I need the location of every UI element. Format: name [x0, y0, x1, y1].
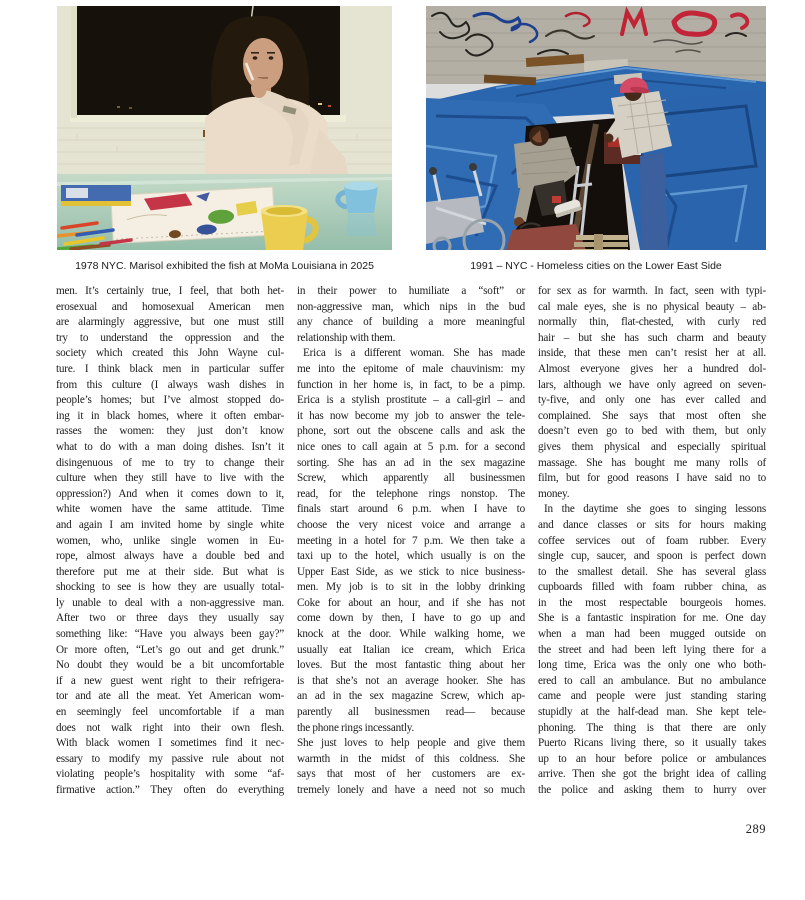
text-line: came and people were just standing staring: [538, 690, 766, 703]
text-line: in the most respectable bourgeois homes.: [538, 596, 766, 609]
text-line: culture when they still have to live with the: [56, 472, 284, 485]
text-line: it has now become my job to answer the tele-: [297, 409, 525, 422]
text-line: complained. She says that most often she: [538, 409, 766, 422]
text-line: and again I am invited home by single white: [56, 518, 284, 531]
text-line: men. It’s certainly true, I feel, that both het-: [56, 285, 284, 297]
text-line: white women have the same attitude. Time: [56, 503, 284, 516]
text-line: Puerto Ricans living there, so it usually takes: [538, 737, 766, 750]
text-line: arrive. Then she got the bright idea of calling: [538, 768, 766, 781]
text-line: cal male eyes, she is no physical beauty – ab-: [538, 300, 766, 313]
text-line: therefore put me at their side. But what is: [56, 565, 284, 578]
text-line: tremely lonely and have a need not so much: [297, 784, 525, 796]
text-line: tor and ate all the meat. Yet American wom-: [56, 690, 284, 703]
text-line: en seemingly feel uncomfortable if a man: [56, 706, 284, 719]
text-column-3: [538, 284, 766, 799]
text-line: oppression?) And when it comes down to it,: [56, 487, 284, 500]
text-line: relationship with them.: [297, 331, 396, 344]
text-line: She is a fantastic inspiration for me. One day: [538, 612, 766, 625]
text-line: lars, although we have only agreed on seven-: [538, 378, 766, 391]
text-line: Almost everyone gives her a hundred dol-: [538, 362, 766, 375]
text-line: parently all businessmen read— because: [297, 706, 525, 719]
caption-left-photo: 1978 NYC. Marisol exhibited the fish at MoMa Louisiana in 2025: [75, 260, 374, 272]
photo-homeless-camp-art: [426, 6, 766, 250]
text-line: me into the epitome of male chauvinism: my: [297, 362, 525, 375]
photo-homeless-camp: [426, 6, 766, 250]
text-line: rope, almost always have a double bed and: [56, 550, 284, 563]
text-line: inside, that these men can’t resist her at all.: [538, 347, 766, 360]
text-line: men. My job is to sit in the lobby drinking: [297, 581, 525, 594]
text-line: normally thin, flat-chested, with curly red: [538, 316, 766, 329]
text-line: Coke for about an hour, and if she has not: [297, 596, 525, 609]
paragraph: [297, 736, 525, 798]
text-line: With black women I sometimes find it nec-: [56, 737, 284, 750]
text-line: ered to call an ambulance. But no ambulance: [538, 674, 766, 687]
text-line: Screw, which apparently all businessmen: [297, 472, 525, 485]
text-line: non-aggressive man, which nips in the bud: [297, 300, 525, 313]
photo-woman-at-table: [57, 6, 392, 250]
text-line: rasses the women: they just don’t know: [56, 425, 284, 438]
text-line: something like: “Have you always been gay?”: [56, 628, 284, 641]
text-line: read, for the telephone rings nonstop. The: [297, 487, 525, 500]
text-line: what to do with a man doing dishes. Isn’t it: [56, 440, 284, 453]
handle-grip: [469, 163, 477, 171]
text-column-1: [56, 284, 284, 799]
text-line: long time, Erica was the only one who both-: [538, 659, 766, 672]
text-line: phoning. The thing is that there are only: [538, 721, 766, 734]
text-line: in their power to humiliate a “soft” or: [297, 285, 525, 297]
text-line: the police and asking them to hurry over: [538, 784, 766, 796]
text-line: up to an hour before police or ambulances: [538, 752, 766, 765]
paragraph: [56, 284, 284, 799]
text-line: sorting. She has an ad in the sex magazine: [297, 456, 525, 469]
text-line: from this culture (I always wash dishes in: [56, 378, 284, 391]
text-line: for sex as for warmth. In fact, seen with typi-: [538, 285, 766, 297]
text-line: single cup, saucer, and spoon is perfect down: [538, 550, 766, 563]
text-line: Upper East Side, as we stick to nice business-: [297, 565, 525, 578]
text-line: does not walk right into their own flesh.: [56, 721, 284, 734]
text-line: massage. She has bought me many rolls of: [538, 456, 766, 469]
text-line: money.: [538, 487, 570, 500]
paragraph: [538, 502, 766, 798]
text-line: knock at the door. While walking home, we: [297, 628, 525, 641]
paragraph: [297, 284, 525, 346]
text-line: says that most of her customers are ex-: [297, 768, 525, 781]
text-line: hair – but she has such charm and beauty: [538, 331, 766, 344]
text-line: ly unable to deal with a non-aggressive man.: [56, 596, 284, 609]
text-line: Or more often, “Let’s go out and get drunk.”: [56, 643, 284, 656]
text-line: when a man had been mugged outside on: [538, 628, 766, 641]
hand: [605, 134, 614, 143]
text-line: an ad in the sex magazine Screw, which ap-: [297, 690, 525, 703]
paragraph: [297, 346, 525, 736]
text-line: stupidly at the half-dead man. She kept tele-: [538, 706, 766, 719]
text-line: usually eat Italian ice cream, which Erica: [297, 643, 525, 656]
text-line: come down by then, I have to go up and: [297, 612, 525, 625]
text-line: Erica is a different woman. She has made: [303, 347, 525, 360]
text-line: phone, sort out the obscene calls and ask the: [297, 425, 525, 438]
page-number: 289: [745, 822, 766, 836]
text-line: In the daytime she goes to singing lessons: [544, 503, 766, 516]
text-column-2: [297, 284, 525, 799]
text-line: function in her home is, in fact, to be a pimp.: [297, 378, 525, 391]
text-line: firmative action.” They often do everything: [56, 784, 284, 796]
text-line: finals start around 6 p.m. when I have to: [297, 503, 525, 516]
text-line: film, but for good reasons I have said no to: [538, 472, 766, 485]
text-line: and dance classes or sits for hours making: [538, 518, 766, 531]
text-line: essary to modify my passive rule about not: [56, 752, 284, 765]
warm-cast: [57, 6, 392, 250]
text-line: loves. But the most fantastic thing about her: [297, 659, 525, 672]
caption-right-photo: 1991 – NYC - Homeless cities on the Lower East Side: [470, 260, 722, 272]
red-sock: [552, 196, 561, 203]
text-line: taxi up to the hotel, which usually is on the: [297, 550, 525, 563]
text-line: disingenuous of me to try to change their: [56, 456, 284, 469]
text-line: society which created this John Wayne cul-: [56, 347, 284, 360]
text-line: No doubt they would be a bit uncomfortable: [56, 659, 284, 672]
text-line: if a new guest went right to their refrigera-: [56, 674, 284, 687]
text-line: meeting in a hotel for 7 p.m. We then take a: [297, 534, 525, 547]
jeans: [640, 152, 668, 250]
text-line: any chance of building a more meaningful: [297, 316, 525, 329]
text-line: ing it in black homes, where it often embar-: [56, 409, 284, 422]
text-line: violating people’s hospitality with some “af-: [56, 768, 284, 781]
text-line: try to understand the oppression and the: [56, 331, 284, 344]
text-line: warmth in the midst of this coldness. She: [297, 752, 525, 765]
text-line: gives them physical and especially spiritual: [538, 440, 766, 453]
handle-grip: [429, 167, 437, 175]
text-line: doesn’t even go to bed with them, but only: [538, 425, 766, 438]
text-line: the phone rings incessantly.: [297, 721, 415, 734]
text-line: women, who, unlike single women in Eu-: [56, 534, 284, 547]
text-line: coffee services out of foam rubber. Every: [538, 534, 766, 547]
text-line: is that she’s not an average hooker. She has: [297, 674, 525, 687]
text-line: Erica is a stylish prostitute – a call-girl – and: [297, 394, 525, 407]
text-line: are alarmingly aggressive, but one must still: [56, 316, 284, 329]
photo-woman-at-table-art: [57, 6, 392, 250]
text-line: to the smallest detail. She has several glass: [538, 565, 766, 578]
text-line: ture. I think black men in particular suffer: [56, 362, 284, 375]
text-line: nice ones to call again at 5 p.m. for a second: [297, 440, 525, 453]
text-line: people’s homes; but I’ve almost stopped do-: [56, 394, 284, 407]
text-line: the street and had been left lying there for a: [538, 643, 766, 656]
text-line: choose the very nicest voice and arrange a: [297, 518, 525, 531]
text-line: She just loves to help people and give them: [297, 737, 525, 750]
text-line: ty-five, and only one has ever called and: [538, 394, 766, 407]
text-columns: [56, 284, 766, 799]
text-line: erosexual and homosexual American men: [56, 300, 284, 313]
paragraph: [538, 284, 766, 502]
text-line: cupboards filled with foam rubber china, as: [538, 581, 766, 594]
text-line: shocking to see is how they are usually total-: [56, 581, 284, 594]
text-line: After two or three days they usually say: [56, 612, 284, 625]
